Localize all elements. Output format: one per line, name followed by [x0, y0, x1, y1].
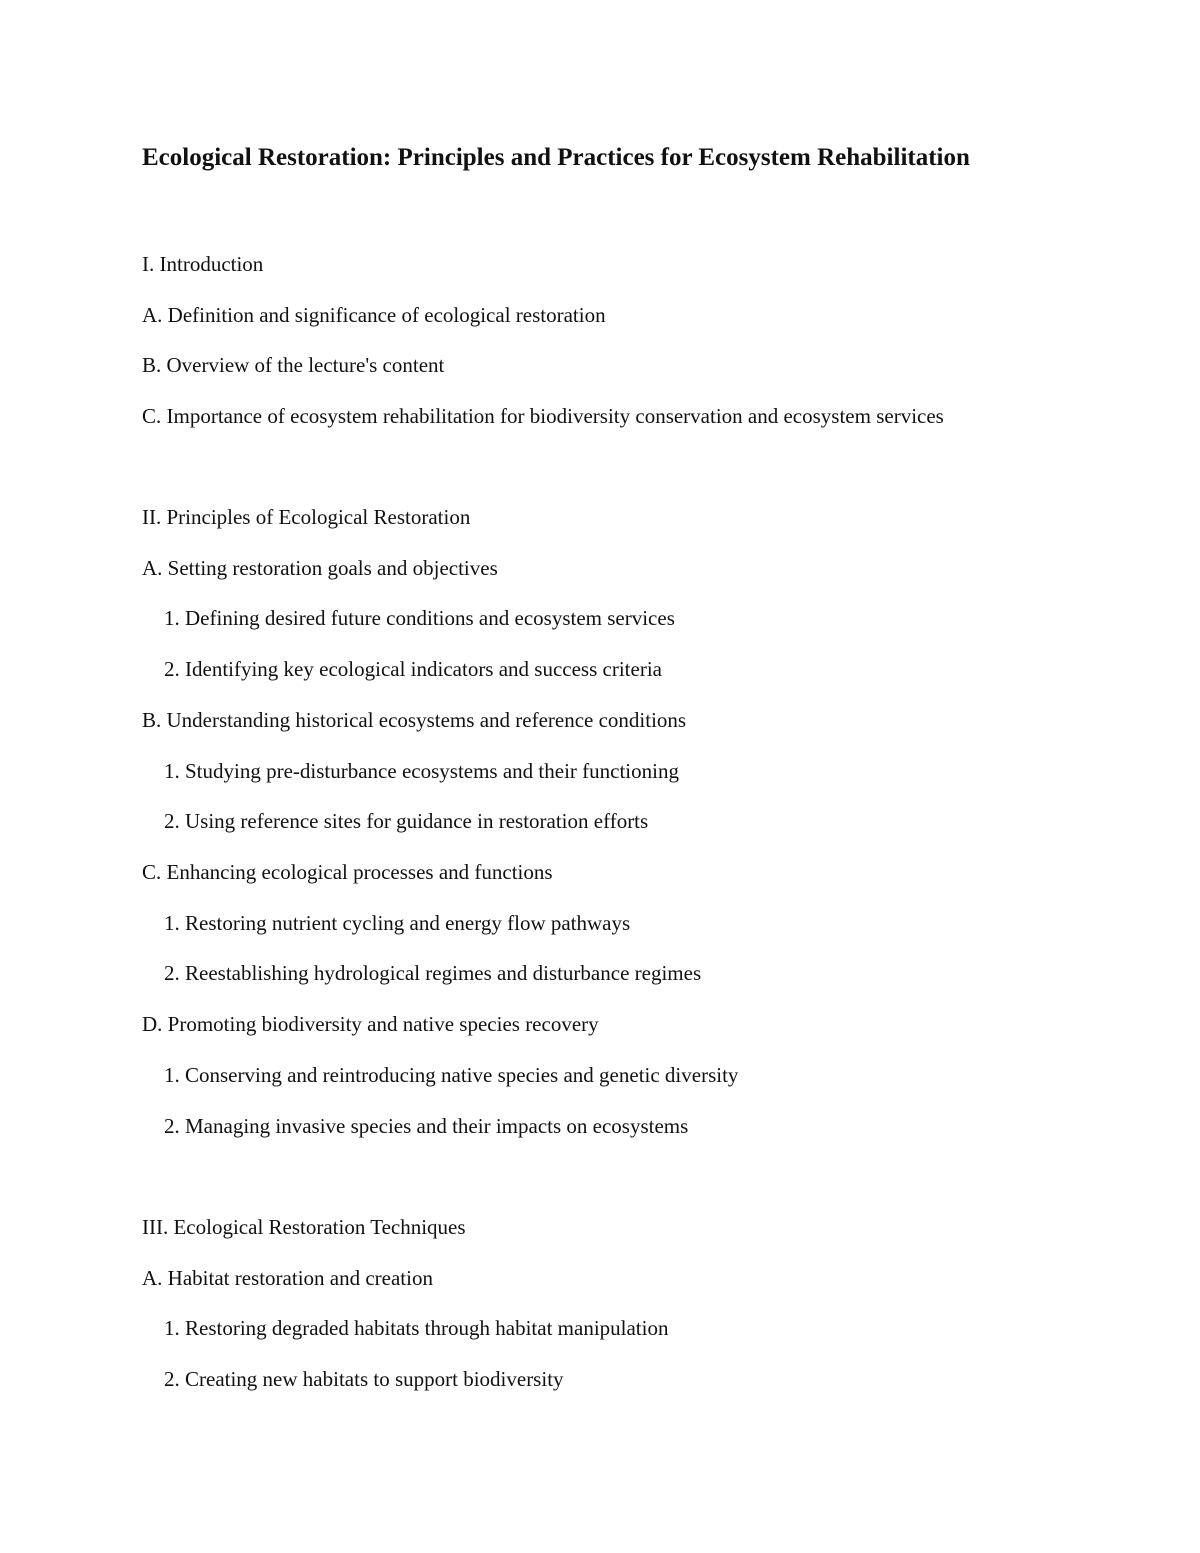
outline-subitem: 2. Identifying key ecological indicators and success criteria [164, 657, 662, 681]
outline-item: C. Enhancing ecological processes and functions [142, 860, 553, 884]
section-heading-introduction: I. Introduction [142, 252, 264, 276]
outline-item: A. Definition and significance of ecological restoration [142, 303, 606, 327]
outline-subitem: 1. Conserving and reintroducing native species and genetic diversity [164, 1063, 739, 1087]
section-heading-techniques: III. Ecological Restoration Techniques [142, 1215, 466, 1239]
outline-subitem: 1. Restoring nutrient cycling and energy flow pathways [164, 911, 631, 935]
document-title: Ecological Restoration: Principles and Practices for Ecosystem Rehabilitation [142, 144, 970, 171]
section-heading-principles: II. Principles of Ecological Restoration [142, 505, 471, 529]
outline-item: A. Setting restoration goals and objectives [142, 556, 498, 580]
outline-subitem: 2. Creating new habitats to support biodiversity [164, 1367, 564, 1391]
outline-subitem: 1. Restoring degraded habitats through habitat manipulation [164, 1316, 669, 1340]
outline-item: D. Promoting biodiversity and native species recovery [142, 1012, 599, 1036]
outline-item: A. Habitat restoration and creation [142, 1266, 433, 1290]
outline-subitem: 2. Using reference sites for guidance in restoration efforts [164, 809, 649, 833]
outline-item: B. Overview of the lecture's content [142, 353, 445, 377]
outline-subitem: 1. Defining desired future conditions and ecosystem services [164, 606, 675, 630]
outline-subitem: 2. Managing invasive species and their impacts on ecosystems [164, 1114, 689, 1138]
outline-item: C. Importance of ecosystem rehabilitation for biodiversity conservation and ecosystem services [142, 404, 944, 428]
outline-item: B. Understanding historical ecosystems and reference conditions [142, 708, 687, 732]
outline-subitem: 1. Studying pre-disturbance ecosystems and their functioning [164, 759, 679, 783]
outline-subitem: 2. Reestablishing hydrological regimes and disturbance regimes [164, 961, 702, 985]
